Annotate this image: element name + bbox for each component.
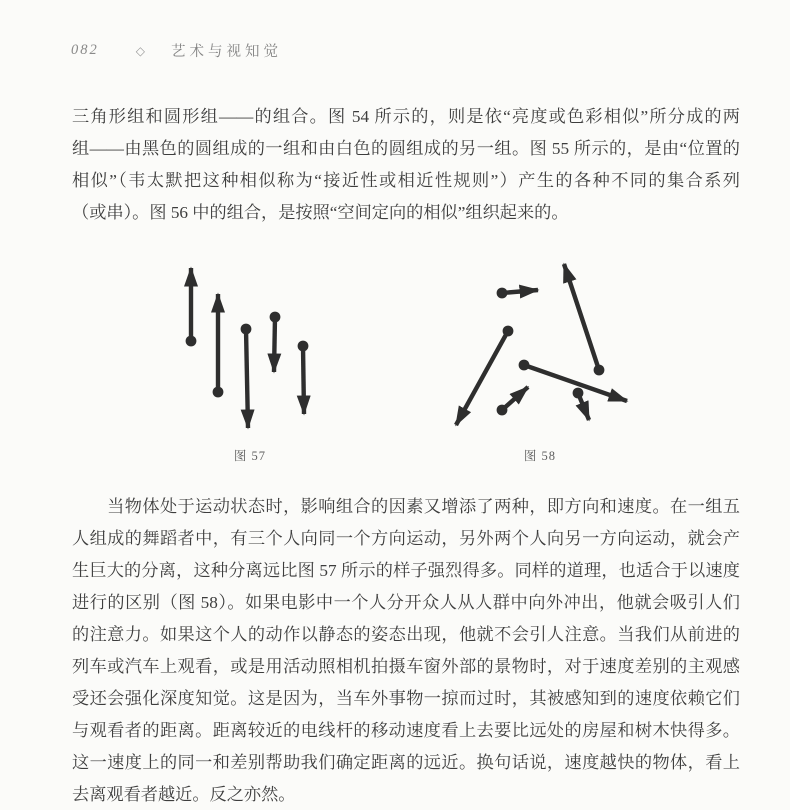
- text-line: 列车或汽车上观看，或是用活动照相机拍摄车窗外部的景物时，对于速度差别的主观感: [72, 657, 740, 676]
- figure-58-arrow: [456, 331, 508, 425]
- figure-57-arrow: [303, 346, 304, 414]
- text-line: 三角形组和圆形组——的组合。图 54 所示的，则是依“亮度或色彩相似”所分成的两: [72, 107, 740, 126]
- figure-57-caption: 图 57: [233, 449, 267, 463]
- text-line: 这一速度上的同一和差别帮助我们确定距离的远近。换句话说，速度越快的物体，看上: [72, 753, 740, 772]
- figure-57-arrow-dot: [186, 336, 197, 347]
- text-line: （或串）。图 56 中的组合，是按照“空间定向的相似”组织起来的。: [72, 203, 569, 222]
- figure-57-arrow-dot: [241, 324, 252, 335]
- text-line: 组——由黑色的圆组成的一组和由白色的圆组成的另一组。图 55 所示的，是由“位置的: [72, 139, 740, 158]
- text-line: 去离观看者越近。反之亦然。: [72, 785, 296, 804]
- figure-57-arrow: [274, 317, 275, 372]
- figure-58-arrow: [524, 365, 627, 401]
- figure-58-arrow-dot: [497, 405, 508, 416]
- figure-58-arrow-dot: [594, 365, 605, 376]
- text-line: 生巨大的分离，这种分离远比图 57 所示的样子强烈得多。同样的道理，也适合于以速度: [72, 561, 740, 580]
- paragraph-2: [72, 491, 740, 810]
- figure-58-arrow: [564, 264, 599, 370]
- diamond-icon: ◇: [135, 43, 145, 58]
- figure-58-arrow-dot: [497, 288, 508, 299]
- text-line: 的注意力。如果这个人的动作以静态的姿态出现，他就不会引人注意。当我们从前进的: [72, 625, 740, 644]
- page-header: [71, 40, 282, 61]
- figure-58-caption: 图 58: [523, 449, 557, 463]
- figure-57-arrow-dot: [298, 341, 309, 352]
- text-line: 与观看者的距离。距离较近的电线杆的移动速度看上去要比远处的房屋和树木快得多。: [72, 721, 740, 740]
- figure-58-arrow: [502, 387, 528, 410]
- paragraph-1: [72, 101, 740, 229]
- figure-58-arrow: [578, 393, 589, 420]
- figure-58-arrow-dot: [519, 360, 530, 371]
- page-number: 082: [71, 42, 99, 58]
- figure-57-arrow: [246, 329, 248, 428]
- figure-57-arrow-dot: [213, 387, 224, 398]
- figure-58-arrow: [502, 290, 538, 293]
- book-title: 艺术与视知觉: [170, 44, 282, 60]
- text-line: 当物体处于运动状态时，影响组合的因素又增添了两种，即方向和速度。在一组五: [72, 497, 740, 516]
- figure-57-arrow-dot: [270, 312, 281, 323]
- text-line: 受还会强化深度知觉。这是因为，当车外事物一掠而过时，其被感知到的速度依赖它们: [72, 689, 740, 708]
- text-line: 人组成的舞蹈者中，有三个人向同一个方向运动，另外两个人向另一方向运动，就会产: [72, 529, 740, 548]
- text-line: 相似”（韦太默把这种相似称为“接近性或相近性规则”）产生的各种不同的集合系列: [72, 171, 740, 190]
- figure-58-arrow-dot: [573, 388, 584, 399]
- figure-58-arrow-dot: [503, 326, 514, 337]
- text-line: 进行的区别（图 58）。如果电影中一个人分开众人从人群中向外冲出，他就会吸引人们: [72, 593, 740, 612]
